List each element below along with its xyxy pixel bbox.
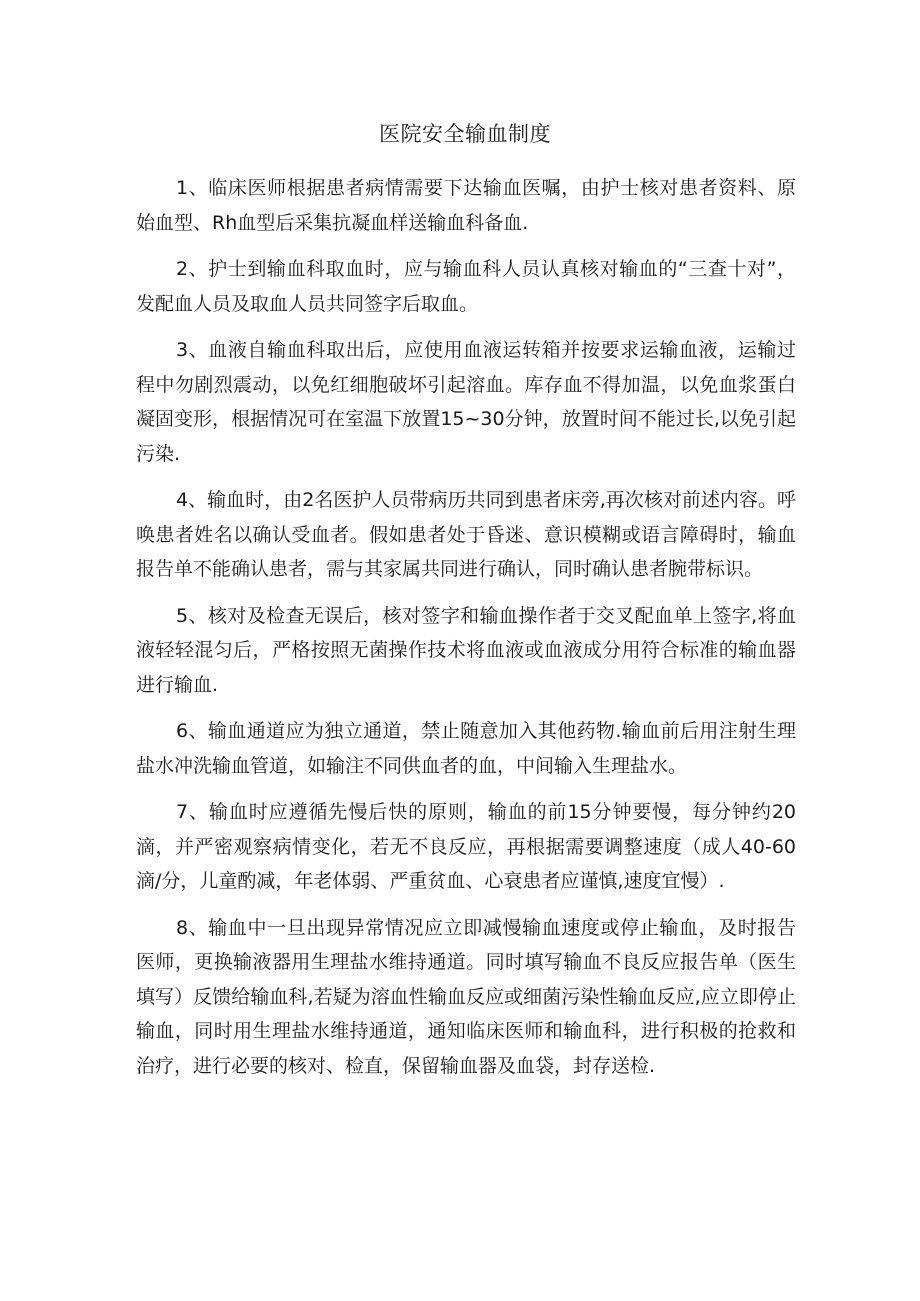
clause-6: 6、输血通道应为独立通道，禁止随意加入其他药物.输血前后用注射生理盐水冲洗输血管道，如输注不同供血者的血，中间输入生理盐水。 bbox=[136, 720, 796, 777]
clause-7: 7、输血时应遵循先慢后快的原则，输血的前15分钟要慢，每分钟约20滴，并严密观察病情变化，若无不良反应，再根据需要调整速度（成人40-60滴/分，儿童酌减，年老体弱、严重贫血、心衰患者应谨慎,速度宜慢）. bbox=[136, 801, 796, 892]
clause-5: 5、核对及检查无误后，核对签字和输血操作者于交叉配血单上签字,将血液轻轻混匀后，严格按照无菌操作技术将血液或血液成分用符合标准的输血器进行输血. bbox=[136, 604, 796, 696]
clause-1: 1、临床医师根据患者病情需要下达输血医嘱，由护士核对患者资料、原始血型、Rh血型后采集抗凝血样送输血科备血. bbox=[136, 177, 796, 234]
clause-3: 3、血液自输血科取出后，应使用血液运转箱并按要求运输血液，运输过程中勿剧烈震动，以免红细胞破坏引起溶血。库存血不得加温，以免血浆蛋白凝固变形，根据情况可在室温下放置15~30分钟，放置时间不能过长,以免引起污染. bbox=[136, 339, 796, 465]
document-body bbox=[136, 171, 796, 1095]
clause-8: 8、输血中一旦出现异常情况应立即减慢输血速度或停止输血，及时报告医师，更换输液器用生理盐水维持通道。同时填写输血不良反应报告单（医生填写）反馈给输血科,若疑为溶血性输血反应或细菌污染性输血反应,应立即停止输血，同时用生理盐水维持通道，通知临床医师和输血科，进行积极的抢救和治疗，进行必要的核对、检直，保留输血器及血袋，封存送检. bbox=[136, 916, 796, 1077]
clause-4: 4、输血时，由2名医护人员带病历共同到患者床旁,再次核对前述内容。呼唤患者姓名以确认受血者。假如患者处于昏迷、意识模糊或语言障碍时，输血报告单不能确认患者，需与其家属共同进行确认，同时确认患者腕带标识。 bbox=[136, 489, 796, 580]
clause-2: 2、护士到输血科取血时，应与输血科人员认真核对输血的“三查十对”，发配血人员及取血人员共同签字后取血。 bbox=[136, 258, 796, 315]
document-title: 医院安全输血制度 bbox=[379, 122, 551, 146]
